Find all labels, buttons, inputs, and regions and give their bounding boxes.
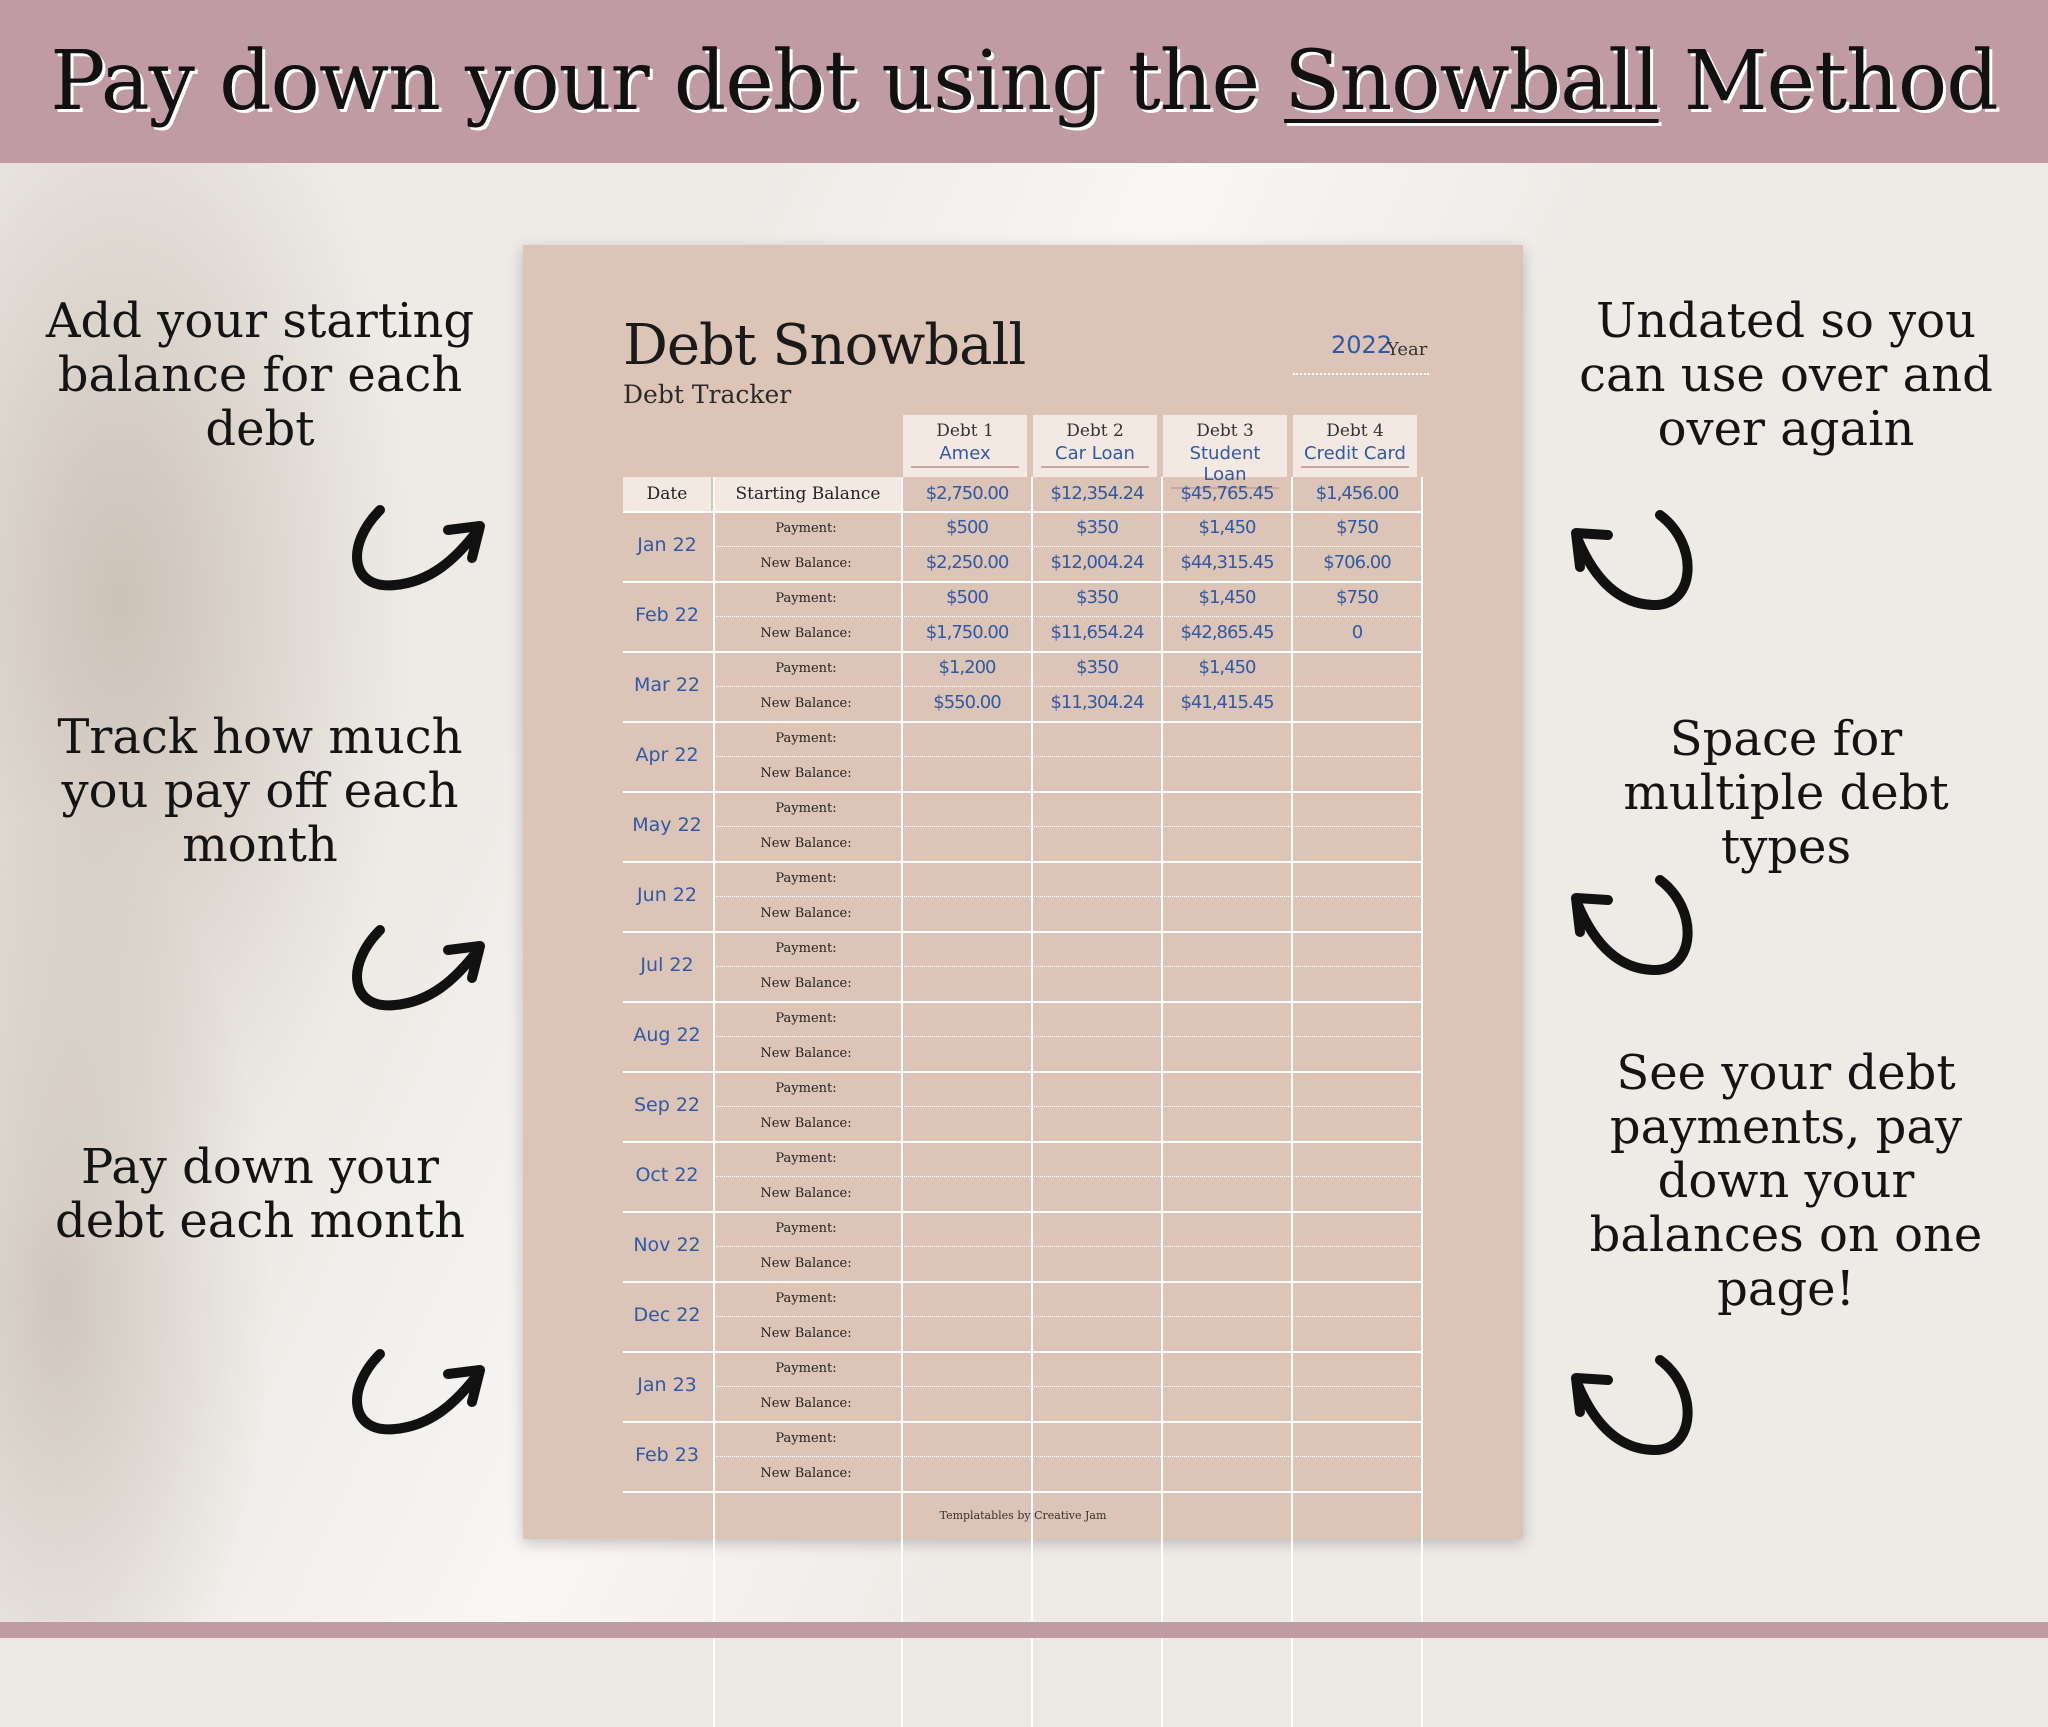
month-divider (623, 1071, 1423, 1073)
month-label: Apr 22 (635, 744, 699, 766)
row-divider (713, 616, 1423, 617)
starting-balance-column-header: Starting Balance (715, 477, 901, 511)
row-divider (713, 1456, 1423, 1457)
payment-row-label: Payment: (775, 1291, 837, 1306)
new-balance-row-label: New Balance: (760, 626, 852, 641)
row-divider (713, 1036, 1423, 1037)
new-balance-row-label: New Balance: (760, 1256, 852, 1271)
new-balance-row-label: New Balance: (760, 1186, 852, 1201)
row-divider (713, 896, 1423, 897)
month-label: Mar 22 (633, 674, 701, 696)
new-balance-value[interactable]: $44,315.45 (1180, 552, 1274, 573)
curved-arrow-left-icon (1560, 870, 1710, 990)
starting-balance-value[interactable]: $1,456.00 (1315, 483, 1399, 504)
row-divider (713, 826, 1423, 827)
new-balance-row-label: New Balance: (760, 906, 852, 921)
payment-row-label: Payment: (775, 941, 837, 956)
payment-value[interactable]: $350 (1076, 517, 1118, 538)
debt-label: Debt 4 (1326, 421, 1384, 441)
payment-value[interactable]: $500 (946, 587, 988, 608)
new-balance-value[interactable]: $706.00 (1323, 552, 1391, 573)
starting-balance-value[interactable]: $12,354.24 (1050, 483, 1144, 504)
month-divider (623, 931, 1423, 933)
month-divider (623, 1141, 1423, 1143)
debt-name[interactable]: Student Loan (1171, 443, 1279, 489)
new-balance-value[interactable]: $41,415.45 (1180, 692, 1274, 713)
row-divider (713, 1386, 1423, 1387)
new-balance-row-label: New Balance: (760, 1046, 852, 1061)
payment-row-label: Payment: (775, 1151, 837, 1166)
headline (50, 34, 1997, 129)
headline-part-2: Method (1658, 34, 1998, 129)
payment-value[interactable]: $1,450 (1198, 657, 1256, 678)
month-divider (623, 511, 1423, 513)
month-label: Nov 22 (633, 1234, 701, 1256)
month-label: Feb 22 (635, 604, 699, 626)
debt-label: Debt 3 (1196, 421, 1254, 441)
payment-value[interactable]: $1,200 (938, 657, 996, 678)
sheet-title: Debt Snowball (623, 313, 1026, 378)
payment-row-label: Payment: (775, 1361, 837, 1376)
date-column-header: Date (623, 477, 711, 511)
row-divider (713, 756, 1423, 757)
month-label: Jan 22 (637, 534, 697, 556)
new-balance-row-label: New Balance: (760, 1466, 852, 1481)
new-balance-value[interactable]: 0 (1351, 622, 1363, 643)
headline-banner (0, 0, 2048, 163)
payment-value[interactable]: $1,450 (1198, 517, 1256, 538)
debt-label: Debt 2 (1066, 421, 1124, 441)
footer-bar (0, 1622, 2048, 1638)
month-divider (623, 1211, 1423, 1213)
month-divider (623, 721, 1423, 723)
callout-starting-balance: Add your starting balance for each debt (45, 293, 475, 457)
payment-row-label: Payment: (775, 661, 837, 676)
payment-row-label: Payment: (775, 591, 837, 606)
new-balance-value[interactable]: $11,304.24 (1050, 692, 1144, 713)
new-balance-row-label: New Balance: (760, 1116, 852, 1131)
callout-pay-down: Pay down your debt each month (54, 1139, 465, 1249)
debt-column-header (1163, 415, 1287, 485)
callout-multiple-debts: Space for multiple debt types (1623, 711, 1949, 875)
payment-row-label: Payment: (775, 1431, 837, 1446)
starting-balance-value[interactable]: $2,750.00 (925, 483, 1009, 504)
month-divider (623, 581, 1423, 583)
column-divider (1421, 477, 1423, 1727)
debt-snowball-sheet (523, 245, 1523, 1539)
new-balance-row-label: New Balance: (760, 976, 852, 991)
month-label: Oct 22 (635, 1164, 699, 1186)
debt-column-header (1293, 415, 1417, 477)
curved-arrow-left-icon (1560, 505, 1710, 625)
callout-one-page: See your debt payments, pay down your balances on one page! (1589, 1045, 1983, 1317)
new-balance-value[interactable]: $2,250.00 (925, 552, 1009, 573)
month-label: Jul 22 (640, 954, 694, 976)
new-balance-row-label: New Balance: (760, 766, 852, 781)
row-divider (713, 1246, 1423, 1247)
month-divider (623, 861, 1423, 863)
payment-value[interactable]: $1,450 (1198, 587, 1256, 608)
row-divider (713, 686, 1423, 687)
new-balance-value[interactable]: $550.00 (933, 692, 1001, 713)
payment-value[interactable]: $500 (946, 517, 988, 538)
month-divider (623, 1351, 1423, 1353)
payment-row-label: Payment: (775, 731, 837, 746)
debt-column-header (903, 415, 1027, 477)
debt-name[interactable]: Car Loan (1041, 443, 1149, 468)
new-balance-value[interactable]: $11,654.24 (1050, 622, 1144, 643)
starting-balance-value[interactable]: $45,765.45 (1180, 483, 1274, 504)
row-divider (713, 966, 1423, 967)
payment-value[interactable]: $350 (1076, 657, 1118, 678)
month-divider (623, 651, 1423, 653)
curved-arrow-right-icon (340, 1334, 490, 1454)
debt-column-header (1033, 415, 1157, 477)
year-value: 2022 (1331, 331, 1393, 359)
new-balance-row-label: New Balance: (760, 1396, 852, 1411)
payment-row-label: Payment: (775, 1081, 837, 1096)
row-divider (713, 1316, 1423, 1317)
month-divider (623, 1421, 1423, 1423)
month-label: Dec 22 (633, 1304, 701, 1326)
month-divider (623, 1281, 1423, 1283)
row-divider (713, 1106, 1423, 1107)
curved-arrow-right-icon (340, 490, 490, 610)
payment-value[interactable]: $750 (1336, 587, 1378, 608)
curved-arrow-left-icon (1560, 1350, 1710, 1470)
payment-value[interactable]: $350 (1076, 587, 1118, 608)
sheet-subtitle: Debt Tracker (623, 380, 792, 409)
column-divider (1291, 477, 1293, 1727)
month-label: Jun 22 (637, 884, 697, 906)
debt-label: Debt 1 (936, 421, 994, 441)
month-label: Sep 22 (633, 1094, 701, 1116)
payment-row-label: Payment: (775, 1221, 837, 1236)
year-label: Year (1387, 339, 1428, 360)
new-balance-row-label: New Balance: (760, 1326, 852, 1341)
table-bottom-border (623, 1491, 1423, 1493)
new-balance-row-label: New Balance: (760, 696, 852, 711)
headline-underlined-word: Snowball (1284, 34, 1659, 129)
new-balance-value[interactable]: $12,004.24 (1050, 552, 1144, 573)
new-balance-row-label: New Balance: (760, 556, 852, 571)
year-field[interactable] (1293, 329, 1429, 375)
new-balance-value[interactable]: $42,865.45 (1180, 622, 1274, 643)
month-divider (623, 791, 1423, 793)
debt-name[interactable]: Credit Card (1301, 443, 1409, 468)
month-divider (623, 1001, 1423, 1003)
month-label: May 22 (632, 814, 702, 836)
debt-name[interactable]: Amex (911, 443, 1019, 468)
sheet-footer-credit: Templatables by Creative Jam (939, 1509, 1107, 1522)
row-divider (713, 546, 1423, 547)
month-label: Aug 22 (633, 1024, 701, 1046)
callout-undated: Undated so you can use over and over again (1579, 293, 1993, 457)
payment-row-label: Payment: (775, 871, 837, 886)
headline-part-1: Pay down your debt using the (50, 34, 1285, 129)
payment-row-label: Payment: (775, 1011, 837, 1026)
month-label: Feb 23 (635, 1444, 699, 1466)
payment-value[interactable]: $750 (1336, 517, 1378, 538)
payment-row-label: Payment: (775, 801, 837, 816)
month-label: Jan 23 (637, 1374, 697, 1396)
new-balance-value[interactable]: $1,750.00 (925, 622, 1009, 643)
row-divider (713, 1176, 1423, 1177)
curved-arrow-right-icon (340, 910, 490, 1030)
payment-row-label: Payment: (775, 521, 837, 536)
new-balance-row-label: New Balance: (760, 836, 852, 851)
callout-track-payments: Track how much you pay off each month (57, 709, 463, 873)
